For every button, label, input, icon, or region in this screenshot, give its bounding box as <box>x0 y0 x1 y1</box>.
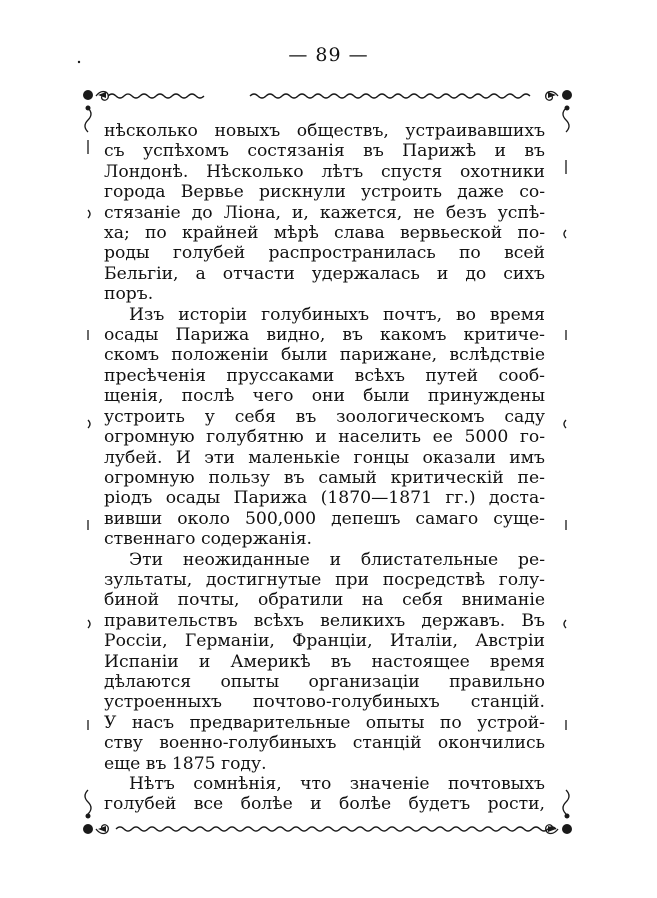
paragraph <box>104 305 545 550</box>
text-line: вивши около 500,000 депешъ самаго суще- <box>104 508 545 529</box>
paragraph <box>104 121 545 305</box>
paragraph <box>104 550 545 774</box>
corner-dot-top-left <box>83 90 93 100</box>
text-line: Лондонѣ. Нѣсколько лѣтъ спустя охотники <box>104 161 545 182</box>
text-line: скомъ положеніи были парижане, вслѣдствіе <box>104 345 545 366</box>
text-line: Бельгіи, а отчасти удержалась и до сихъ <box>104 263 545 284</box>
text-line: Эти неожиданные и блистательные ре- <box>129 549 545 570</box>
page-text <box>104 121 545 815</box>
text-line: нѣсколько новыхъ обществъ, устраивавшихъ <box>104 121 545 141</box>
text-line: Россіи, Германіи, Франціи, Италіи, Австріи <box>104 631 545 652</box>
text-line: правительствъ всѣхъ великихъ державъ. Въ <box>104 610 545 631</box>
paragraph <box>104 774 545 815</box>
text-line: биной почты, обратили на себя вниманіе <box>104 590 545 611</box>
text-line: огромную голубятню и населить ее 5000 го- <box>104 427 545 448</box>
text-line: дѣлаются опыты организаціи правильно <box>104 671 545 692</box>
text-line: огромную пользу въ самый критическій пе- <box>104 467 545 488</box>
text-line: еще въ 1875 году. <box>104 753 267 774</box>
text-line: устроить у себя въ зоологическомъ саду <box>104 406 545 427</box>
text-line: ству военно-голубиныхъ станцій окончились <box>104 733 545 754</box>
corner-dot-bottom-left <box>83 824 93 834</box>
text-line: зультаты, достигнутые при посредствѣ голу- <box>104 569 545 590</box>
text-line: устроенныхъ почтово-голубиныхъ станцій. <box>104 692 545 713</box>
corner-dot-bottom-right <box>562 824 572 834</box>
bottom-rule <box>116 827 556 831</box>
text-line: ріодъ осады Парижа (1870—1871 гг.) доста- <box>104 488 545 509</box>
text-line: Испаніи и Америкѣ въ настоящее время <box>104 651 545 672</box>
text-line: Изъ исторіи голубиныхъ почтъ, во время <box>129 304 545 325</box>
text-line: поръ. <box>104 284 154 305</box>
text-line: пресѣченія пруссаками всѣхъ путей сооб- <box>104 365 545 386</box>
text-line: роды голубей распространилась по всей <box>104 243 545 264</box>
text-line: стязаніе до Ліона, и, кажется, не безъ успѣ- <box>104 202 545 223</box>
text-line: щенія, послѣ чего они были принуждены <box>104 386 545 407</box>
text-line: голубей все болѣе и болѣе будетъ рости, <box>104 794 545 815</box>
top-rule <box>108 94 530 98</box>
text-line: лубей. И эти маленькіе гонцы оказали имъ <box>104 447 545 468</box>
text-line: осады Парижа видно, въ какомъ критиче- <box>104 325 545 346</box>
corner-dot-top-right <box>562 90 572 100</box>
page-number: — 89 — <box>288 44 369 66</box>
text-line: съ успѣхомъ состязанія въ Парижѣ и въ <box>104 141 545 162</box>
text-line: ственнаго содержанія. <box>104 529 313 550</box>
text-line: Нѣтъ сомнѣнія, что значеніе почтовыхъ <box>129 774 545 794</box>
text-line: У насъ предварительные опыты по устрой- <box>104 712 545 733</box>
text-line: ха; по крайней мѣрѣ слава вервьеской по- <box>104 223 545 244</box>
text-line: города Вервье рискнули устроить даже со- <box>104 182 545 203</box>
